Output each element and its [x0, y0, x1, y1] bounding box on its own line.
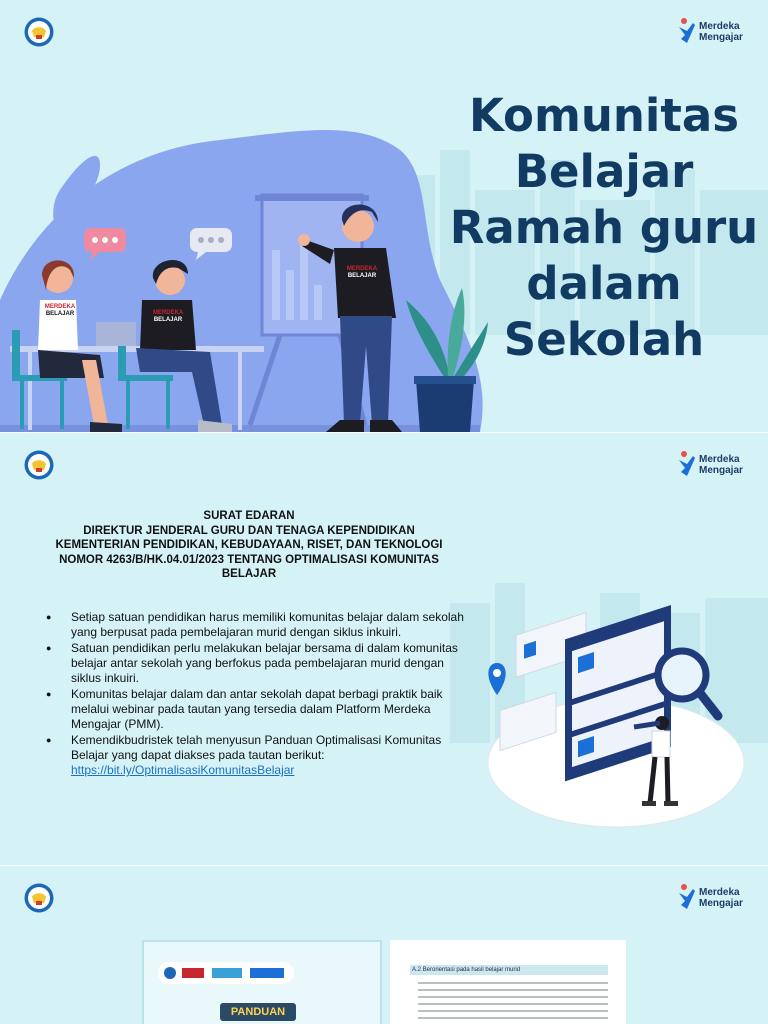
shirt-label-1: MERDEKA BELAJAR — [44, 304, 76, 317]
panduan-label: PANDUAN — [220, 1003, 296, 1021]
slide-cover — [0, 0, 768, 432]
kemendikbud-logo — [24, 883, 54, 913]
shirt-label-3: MERDEKA BELAJAR — [346, 266, 378, 279]
merdeka-mengajar-wordmark: Merdeka Mengajar — [699, 454, 743, 476]
merdeka-mengajar-icon — [677, 17, 697, 45]
text-lines — [418, 982, 608, 1024]
policy-bullet-list — [44, 610, 474, 779]
guide-page-thumbnail — [390, 940, 626, 1024]
merdeka-mengajar-wordmark: Merdeka Mengajar — [699, 21, 743, 43]
merdeka-mengajar-icon — [677, 883, 697, 911]
partner-logos-strip — [158, 962, 294, 984]
list-item: ● Kemendikbudristek telah menyusun Panduan Optimalisasi Komunitas Belajar yang dapat diakses pada tautan berikut: https://bit.ly/OptimalisasiKomunitasBelajar — [44, 733, 474, 778]
merdeka-mengajar-logo — [677, 450, 757, 480]
merdeka-mengajar-logo — [677, 883, 757, 913]
list-item: ● Komunitas belajar dalam dan antar sekolah dapat berbagi praktik baik melalui webinar pada tautan yang tersedia dalam Platform Merdeka Mengajar (PMM). — [44, 687, 474, 732]
merdeka-mengajar-logo — [677, 17, 757, 47]
guide-cover-thumbnail — [142, 940, 382, 1024]
circular-letter-heading: SURAT EDARAN DIREKTUR JENDERAL GURU DAN TENAGA KEPENDIDIKAN KEMENTERIAN PENDIDIKAN, KEBUDAYAAN, RISET, DAN TEKNOLOGI NOMOR 4263/B/HK.04.01/2023 TENTANG OPTIMALISASI KOMUNITAS BELAJAR — [55, 510, 443, 580]
partner-logos-icon — [158, 962, 294, 984]
merdeka-mengajar-wordmark: Merdeka Mengajar — [699, 887, 743, 909]
list-item: ● Satuan pendidikan perlu melakukan belajar bersama di dalam komunitas belajar antar sekolah yang berfokus pada pembelajaran murid dengan siklus inkuiri. — [44, 641, 474, 686]
slide-guide-preview — [0, 866, 768, 1024]
cover-title: Komunitas Belajar Ramah guru dalam Sekolah — [449, 89, 759, 366]
merdeka-mengajar-icon — [677, 450, 697, 478]
section-heading: A.2 Berorientasi pada hasil belajar murid — [410, 965, 608, 975]
shirt-label-2: MERDEKA BELAJAR — [152, 310, 184, 323]
kemendikbud-logo — [24, 17, 54, 47]
list-item: ● Setiap satuan pendidikan harus memiliki komunitas belajar dalam sekolah yang berpusat pada pembelajaran murid dengan siklus inkuiri. — [44, 610, 474, 640]
kemendikbud-logo — [24, 450, 54, 480]
slide-circular-letter — [0, 433, 768, 865]
guide-link[interactable]: https://bit.ly/OptimalisasiKomunitasBelajar — [71, 763, 295, 777]
